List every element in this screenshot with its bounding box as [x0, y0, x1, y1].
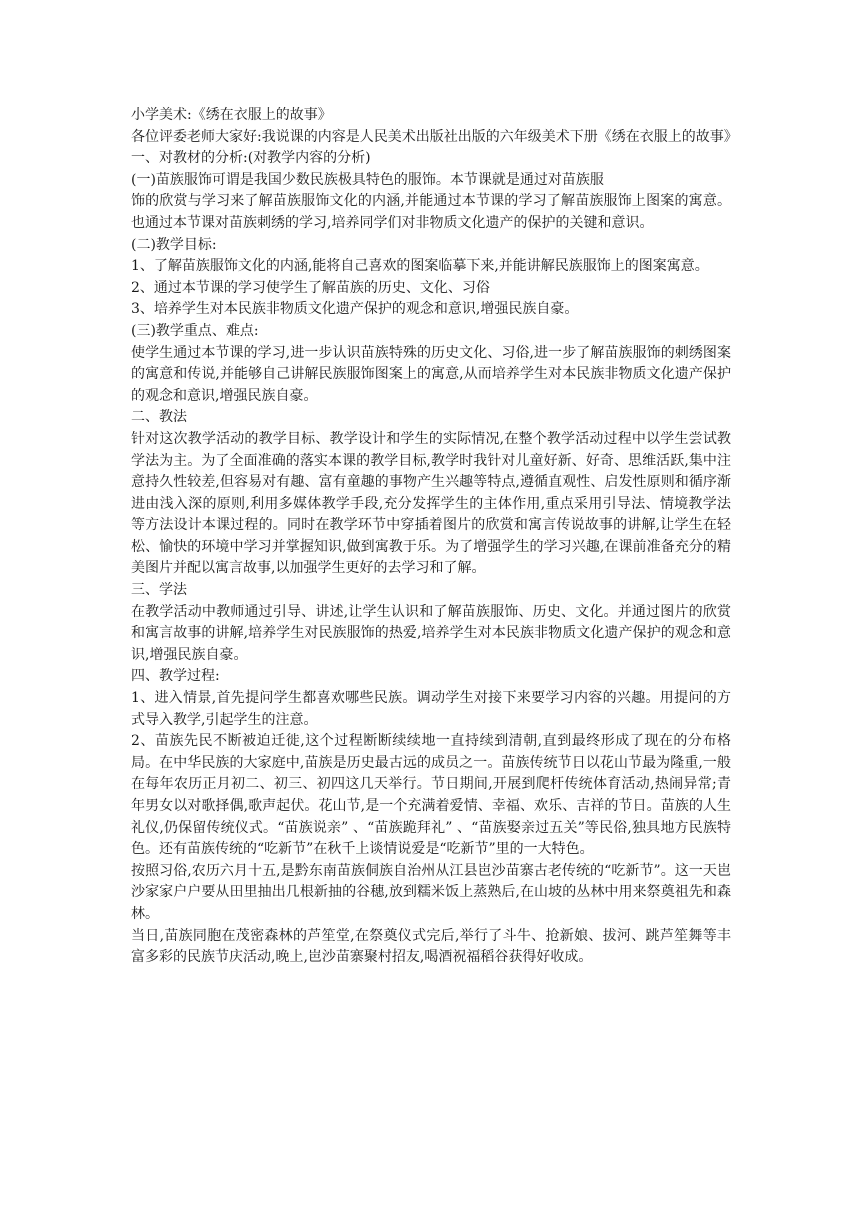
paragraph-textbook-intro: (一)苗族服饰可谓是我国少数民族极具特色的服饰。本节课就是通过对苗族服	[131, 171, 604, 188]
paragraph-festival-activities: 当日,苗族同胞在茂密森林的芦笙堂,在祭奠仪式完后,举行了斗牛、抢新娘、拔河、跳芦笙舞等丰富多彩的民族节庆活动,晚上,岜沙苗寨聚村招友,喝酒祝福稻谷获得好收成。	[131, 927, 731, 966]
process-item-1: 1、进入情景,首先提问学生都喜欢哪些民族。调动学生对接下来要学习内容的兴趣。用提问的方式导入教学,引起学生的注意。	[131, 690, 731, 728]
section-heading-learning-method: 三、学法	[131, 582, 187, 599]
greeting-paragraph: 各位评委老师大家好:我说课的内容是人民美术出版社出版的六年级美术下册《绣在衣服上的故事》	[131, 128, 738, 145]
section-heading-teaching-process: 四、教学过程:	[131, 668, 220, 685]
goal-item-3: 3、培养学生对本民族非物质文化遗产保护的观念和意识,增强民族自豪。	[131, 301, 579, 318]
subheading-teaching-goals: (二)教学目标:	[131, 236, 217, 253]
process-item-2: 2、苗族先民不断被迫迁徙,这个过程断断续续地一直持续到清朝,直到最终形成了现在的分布格局。在中华民族的大家庭中,苗族是历史最古远的成员之一。苗族传统节日以花山节最为隆重,一般在每年农历正月初二、初三、初四这几天举行。节日期间,开展到爬杆传统体育活动,热闹异常;青年男女以对歌择偶,歌声起伏。花山节,是一个充满着爱情、幸福、欢乐、吉祥的节日。苗族的人生礼仪,仍保留传统仪式。“苗族说亲” 、“苗族跪拜礼” 、“苗族娶亲过五关”等民俗,独具地方民族特色。还有苗族传统的“吃新节”在秋千上谈情说爱是“吃新节”里的一大特色。	[131, 733, 731, 858]
paragraph-teaching-method: 针对这次教学活动的教学目标、教学设计和学生的实际情况,在整个教学活动过程中以学生尝试教学法为主。为了全面准确的落实本课的教学目标,教学时我针对儿童好新、好奇、思维活跃,集中注意持久性较差,但容易对有趣、富有童趣的事物产生兴趣等特点,遵循直观性、启发性原则和循序渐进由浅入深的原则,利用多媒体教学手段,充分发挥学生的主体作用,重点采用引导法、情境教学法等方法设计本课过程的。同时在教学环节中穿插着图片的欣赏和寓言传说故事的讲解,让学生在轻松、愉快的环境中学习并掌握知识,做到寓教于乐。为了增强学生的学习兴趣,在课前准备充分的精美图片并配以寓言故事,以加强学生更好的去学习和了解。	[131, 430, 731, 577]
section-heading-textbook-analysis: 一、对教材的分析:(对教学内容的分析)	[131, 150, 371, 167]
document-body	[131, 105, 738, 969]
paragraph-learning-method: 在教学活动中教师通过引导、讲述,让学生认识和了解苗族服饰、历史、文化。并通过图片的欣赏和寓言故事的讲解,培养学生对民族服饰的热爱,培养学生对本民族非物质文化遗产保护的观念和意识,增强民族自豪。	[131, 603, 731, 663]
paragraph-textbook-detail: 饰的欣赏与学习来了解苗族服饰文化的内涵,并能通过本节课的学习了解苗族服饰上图案的寓意。也通过本节课对苗族刺绣的学习,培养同学们对非物质文化遗产的保护的关键和意识。	[131, 193, 731, 231]
document-title: 小学美术:《绣在衣服上的故事》	[131, 107, 332, 123]
paragraph-key-points: 使学生通过本节课的学习,进一步认识苗族特殊的历史文化、习俗,进一步了解苗族服饰的刺绣图案的寓意和传说,并能够自己讲解民族服饰图案上的寓意,从而培养学生对本民族非物质文化遗产保护的观念和意识,增强民族自豪。	[131, 344, 731, 404]
subheading-key-points: (三)教学重点、难点:	[131, 322, 259, 339]
section-heading-teaching-method: 二、教法	[131, 409, 187, 426]
paragraph-new-rice-festival: 按照习俗,农历六月十五,是黔东南苗族侗族自治州从江县岜沙苗寨古老传统的“吃新节”。这一天岜沙家家户户要从田里抽出几根新抽的谷穗,放到糯米饭上蒸熟后,在山坡的丛林中用来祭奠祖先和森林。	[131, 862, 731, 922]
goal-item-2: 2、通过本节课的学习使学生了解苗族的历史、文化、习俗	[131, 279, 490, 296]
goal-item-1: 1、了解苗族服饰文化的内涵,能将自己喜欢的图案临摹下来,并能讲解民族服饰上的图案寓意。	[131, 258, 709, 275]
